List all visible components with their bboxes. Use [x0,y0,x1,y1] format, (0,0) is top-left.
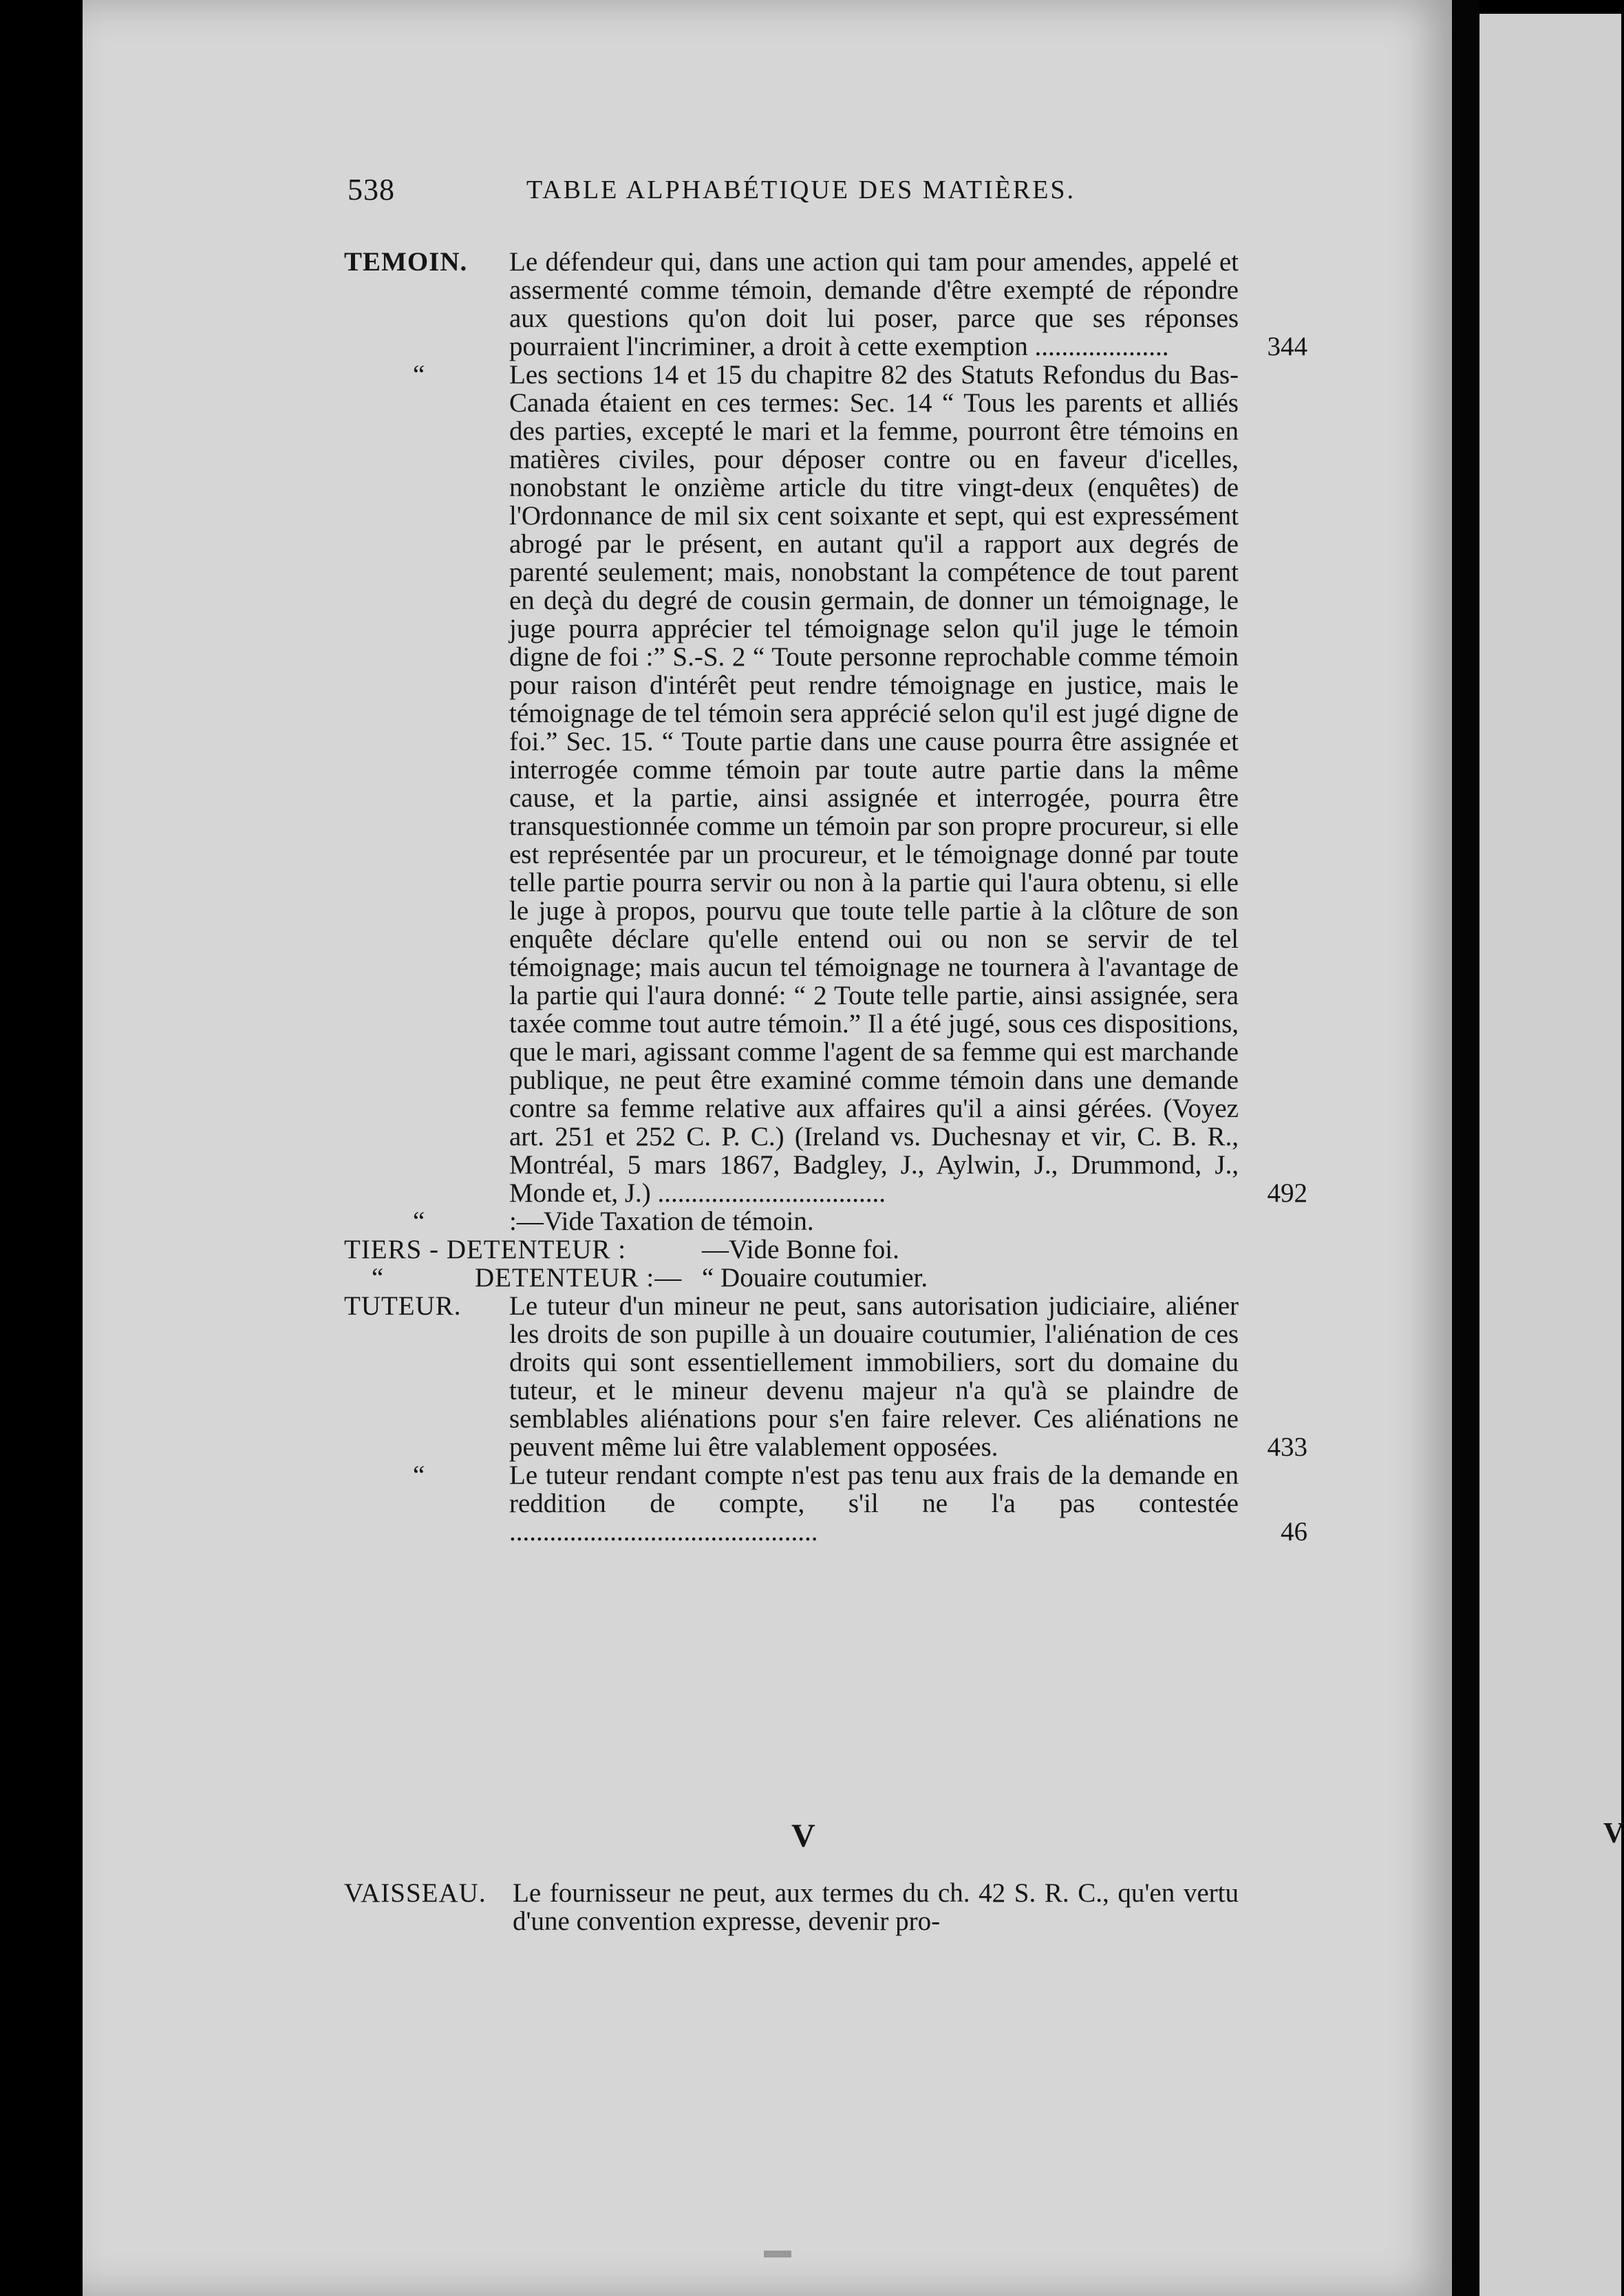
ditto-mark: “ [372,1263,384,1293]
index-entry-temoin-sections [344,361,1307,1207]
entry-text: :—Vide Taxation de témoin. [509,1207,814,1236]
facing-page-letter: V [1603,1818,1624,1849]
index-entry-tuteur-compte [344,1461,1307,1546]
entry-page-ref: 344 [1267,332,1307,361]
index-entry-temoin [344,248,1307,361]
ditto-mark: “ [413,360,425,390]
page-number: 538 [348,173,395,206]
page-title: TABLE ALPHABÉTIQUE DES MATIÈRES. [526,176,1076,204]
ditto-mark: “ [413,1207,425,1236]
entry-key: VAISSEAU. [344,1878,487,1908]
ditto-mark: “ [413,1460,425,1490]
entry-page-ref: 433 [1267,1432,1307,1462]
entry-text: —Vide Bonne foi. [702,1235,899,1264]
entry-text: Le défendeur qui, dans une action qui tam pour amendes, appelé et assermenté comme témoin, demande d'être exempté de répondre aux questions qu'on doit lui poser, parce que ses réponses pourraient l'incriminer, a droit à cette exemption .................... [509,247,1239,361]
section-letter: V [791,1818,815,1854]
entry-text: “ Douaire coutumier. [702,1263,928,1293]
index-entries [344,248,1307,1546]
entry-text: Le tuteur d'un mineur ne peut, sans autorisation judiciaire, aliéner les droits de son pupille à un douaire coutumier, l'aliénation de ces droits qui sont essentiellement immobiliers, sort du domaine du tuteur, et le mineur devenu majeur n'a qu'à se plaindre de semblables aliénations pour s'en faire relever. Ces aliénations ne peuvent même lui être valablement opposées. [509,1291,1239,1462]
index-entry-vaisseau [344,1879,1239,1935]
page-gutter [1452,0,1479,2296]
entry-key: TUTEUR. [344,1291,462,1321]
entry-text: Le fournisseur ne peut, aux termes du ch. 42 S. R. C., qu'en vertu d'une convention expresse, devenir pro- [513,1878,1239,1936]
entry-page-ref: 46 [1281,1517,1307,1546]
index-entry-detenteur [344,1264,1307,1292]
index-entry-tiers-detenteur [344,1235,1307,1264]
entry-key: TEMOIN. [344,247,468,277]
index-entry-temoin-taxation [344,1207,1307,1235]
facing-page-edge [1479,14,1621,2296]
entry-text: Le tuteur rendant compte n'est pas tenu aux frais de la demande en reddition de compte, s'il ne l'a pas contestée .............................................. [509,1460,1239,1546]
entry-page-ref: 492 [1267,1178,1307,1208]
entry-key: DETENTEUR :— [475,1263,683,1293]
entry-key: TIERS - DETENTEUR : [344,1235,627,1264]
index-entry-tuteur [344,1292,1307,1461]
entry-text: Les sections 14 et 15 du chapitre 82 des Statuts Refondus du Bas-Canada étaient en ces termes: Sec. 14 “ Tous les parents et alliés des parties, excepté le mari et la femme, pourront être témoins en matières civiles, pour déposer contre ou en faveur d'icelles, nonobstant le onzième article du titre vingt-deux (enquêtes) de l'Ordonnance de mil six cent soixante et sept, qui est expressément abrogé par le présent, en autant qu'il a rapport aux degrés de parenté seulement; mais, nonobstant la compétence de tout parent en deçà du degré de cousin germain, de donner un témoignage, le juge pourra apprécier tel témoignage selon qu'il juge le témoin digne de foi :” S.-S. 2 “ Toute personne reprochable comme témoin pour raison d'intérêt peut rendre témoignage en justice, mais le témoignage de tel témoin sera apprécié selon qu'il est jugé digne de foi.” Sec. 15. “ Toute partie dans une cause pourra être assignée et interrogée comme témoin par toute autre partie dans la même cause, et la partie, ainsi assignée et interrogée, pourra être transquestionnée comme un témoin par son propre procureur, si elle est représentée par un procureur, et le témoignage donné par toute telle partie pourra servir ou non à la partie qui l'aura obtenu, si elle le juge à propos, pourvu que toute telle partie à la clôture de son enquête déclare qu'elle entend oui ou non se servir de tel témoignage; mais aucun tel témoignage ne tournera à l'avantage de la partie qui l'aura donné: “ 2 Toute telle partie, ainsi assignée, sera taxée comme tout autre témoin.” Il a été jugé, sous ces dispositions, que le mari, agissant comme l'agent de sa femme qui est marchande publique, ne peut être examiné comme témoin dans une demande contre sa femme relative aux affaires qu'il a ainsi gérées. (Voyez art. 251 et 252 C. P. C.) (Ireland vs. Duchesnay et vir, C. B. R., Montréal, 5 mars 1867, Badgley, J., Aylwin, J., Drummond, J., Monde et, J.) .................................. [509,360,1239,1208]
scan-smudge [764,2251,791,2257]
